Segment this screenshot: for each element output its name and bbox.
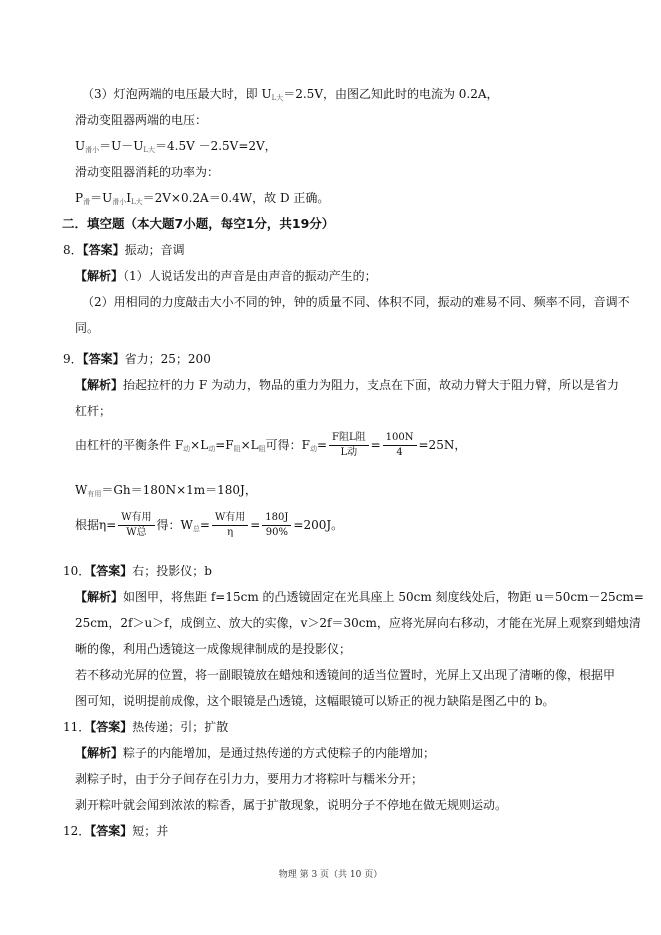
fraction bbox=[118, 511, 154, 540]
subscript: 阻 bbox=[258, 445, 266, 453]
explanation-line: 杠杆； bbox=[75, 404, 112, 418]
explanation-label: 【解析】 bbox=[75, 746, 124, 760]
explanation-line bbox=[75, 268, 377, 284]
text-span: = bbox=[316, 438, 327, 452]
answer-line bbox=[63, 351, 211, 367]
subscript: 阻 bbox=[233, 445, 241, 453]
page-footer: 物理 第 3 页（共 10 页） bbox=[278, 870, 383, 880]
numerator: W有用 bbox=[212, 511, 248, 526]
explanation-line: 剥开粽叶就会闻到浓浓的粽香，属于扩散现象，说明分子不停地在做无规则运动。 bbox=[75, 798, 508, 812]
text-span: U bbox=[75, 139, 86, 153]
text-span: ＝U－U bbox=[99, 139, 144, 153]
question-number: 8． bbox=[63, 243, 83, 257]
numerator: 180J bbox=[262, 511, 291, 526]
explanation-line: 同。 bbox=[75, 321, 100, 335]
text-span: ＝U bbox=[90, 191, 113, 205]
text-span: ＝2V×0.2A＝0.4W，故 D 正确。 bbox=[142, 191, 330, 205]
text-span: ＝Gh＝180N×1m＝180J， bbox=[101, 483, 257, 497]
explanation-line: 若不移动光屏的位置，将一副眼镜放在蜡烛和透镜间的适当位置时，光屏上又出现了清晰的像，根据甲 bbox=[75, 668, 616, 682]
text-span: = bbox=[250, 518, 261, 532]
text-span: 可得：F bbox=[265, 438, 310, 452]
subscript: 滑小 bbox=[112, 198, 127, 206]
explanation-line bbox=[75, 745, 435, 761]
question-number: 10． bbox=[63, 564, 91, 578]
denominator: 90% bbox=[265, 527, 288, 538]
subscript: L大 bbox=[143, 146, 156, 154]
text-span: 滑动变阻器消耗的功率为： bbox=[75, 165, 220, 179]
answer-label: 【答案】 bbox=[90, 824, 133, 838]
text-span: I bbox=[126, 191, 131, 205]
fraction bbox=[383, 431, 417, 460]
text-span: =25N， bbox=[418, 438, 467, 452]
explanation-line bbox=[75, 589, 644, 605]
answer-text: 热传递；引；扩散 bbox=[132, 720, 229, 734]
explanation-label: 【解析】 bbox=[75, 590, 124, 604]
numerator: W有用 bbox=[118, 511, 154, 526]
explanation-line bbox=[75, 377, 619, 393]
text-span: ×L bbox=[190, 438, 209, 452]
denominator: W总 bbox=[126, 527, 147, 538]
section-heading: 二．填空题（本大题7小题，每空1分，共19分） bbox=[62, 216, 335, 231]
text-span: = bbox=[370, 438, 381, 452]
denominator: 4 bbox=[396, 447, 403, 458]
text-span: W bbox=[75, 483, 88, 497]
subscript: 动 bbox=[208, 445, 216, 453]
equation-line bbox=[75, 138, 277, 158]
answer-label: 【答案】 bbox=[82, 243, 125, 257]
explanation-label: 【解析】 bbox=[75, 378, 124, 392]
explanation-label: 【解析】 bbox=[75, 269, 124, 283]
numerator: 100N bbox=[383, 431, 417, 446]
answer-label: 【答案】 bbox=[82, 352, 125, 366]
text-line bbox=[75, 112, 207, 128]
question-number: 12． bbox=[63, 824, 91, 838]
text-span: 如图甲，将焦距 f=15cm 的凸透镜固定在光具座上 50cm 刻度线处后，物距 u＝50cm－25cm= bbox=[123, 590, 644, 604]
subscript: 有用 bbox=[87, 490, 102, 498]
explanation-line: 剥粽子时，由于分子间存在引力力，要用力才将粽叶与糯米分开； bbox=[75, 772, 424, 786]
text-span: ＝2.5V，由图乙知此时的电流为 0.2A， bbox=[283, 87, 499, 101]
subscript: L大 bbox=[130, 198, 143, 206]
numerator: F阻L阻 bbox=[329, 431, 369, 446]
text-span: P bbox=[75, 191, 84, 205]
equation-line bbox=[75, 430, 466, 464]
text-line bbox=[75, 164, 219, 180]
subscript: 总 bbox=[192, 525, 200, 533]
text-span: = bbox=[199, 518, 210, 532]
denominator: L动 bbox=[340, 447, 358, 458]
equation-line bbox=[75, 510, 343, 544]
text-span: =F bbox=[215, 438, 234, 452]
answer-text: 振动；音调 bbox=[124, 243, 185, 257]
answer-text: 短；并 bbox=[132, 824, 169, 838]
denominator: η bbox=[227, 527, 234, 538]
answer-line bbox=[63, 823, 168, 839]
text-span: =200J。 bbox=[293, 518, 344, 532]
fraction bbox=[212, 511, 248, 540]
answer-label: 【答案】 bbox=[90, 720, 133, 734]
fraction bbox=[329, 431, 369, 460]
text-span: 由杠杆的平衡条件 F bbox=[75, 438, 184, 452]
subscript: 滑 bbox=[83, 198, 91, 206]
equation-line bbox=[75, 482, 257, 502]
text-span: （3）灯泡两端的电压最大时，即 U bbox=[82, 87, 272, 101]
answer-line bbox=[63, 719, 228, 735]
text-span: 根据η= bbox=[75, 518, 117, 532]
explanation-line: （2）用相同的力度敲击大小不同的钟，钟的质量不同、体积不同，振动的难易不同、频率不同，音调不 bbox=[82, 295, 630, 309]
text-span: 抬起拉杆的力 F 为动力，物品的重力为阻力，支点在下面，故动力臂大于阻力臂，所以是省力 bbox=[123, 378, 619, 392]
equation-line bbox=[75, 190, 329, 210]
subscript: 动 bbox=[183, 445, 191, 453]
explanation-line: 图可知，说明提前成像，这个眼镜是凸透镜，这幅眼镜可以矫正的视力缺陷是图乙中的 b。 bbox=[75, 694, 555, 708]
answer-text: 省力；25；200 bbox=[124, 352, 211, 366]
explanation-line: 25cm，2f＞u＞f，成倒立、放大的实像，v＞2f＝30cm，应将光屏向右移动，才能在光屏上观察到蜡烛清 bbox=[75, 616, 641, 630]
answer-text: 右；投影仪；b bbox=[132, 564, 212, 578]
text-span: 粽子的内能增加，是通过热传递的方式使粽子的内能增加； bbox=[123, 746, 436, 760]
answer-line bbox=[63, 563, 212, 579]
subscript: L大 bbox=[271, 94, 284, 102]
subscript: 动 bbox=[309, 445, 317, 453]
text-span: ×L bbox=[240, 438, 259, 452]
text-span: 滑动变阻器两端的电压： bbox=[75, 113, 208, 127]
question-number: 9． bbox=[63, 352, 83, 366]
subscript: 滑小 bbox=[85, 146, 100, 154]
text-span: ＝4.5V －2.5V=2V， bbox=[155, 139, 277, 153]
answer-line bbox=[63, 242, 185, 258]
text-span: 得：W bbox=[156, 518, 193, 532]
answer-label: 【答案】 bbox=[90, 564, 133, 578]
text-span: （1）人说话发出的声音是由声音的振动产生的； bbox=[123, 269, 377, 283]
explanation-line: 晰的像，利用凸透镜这一成像规律制成的是投影仪； bbox=[75, 642, 352, 656]
text-line bbox=[82, 86, 499, 106]
fraction bbox=[262, 511, 291, 540]
question-number: 11． bbox=[63, 720, 91, 734]
